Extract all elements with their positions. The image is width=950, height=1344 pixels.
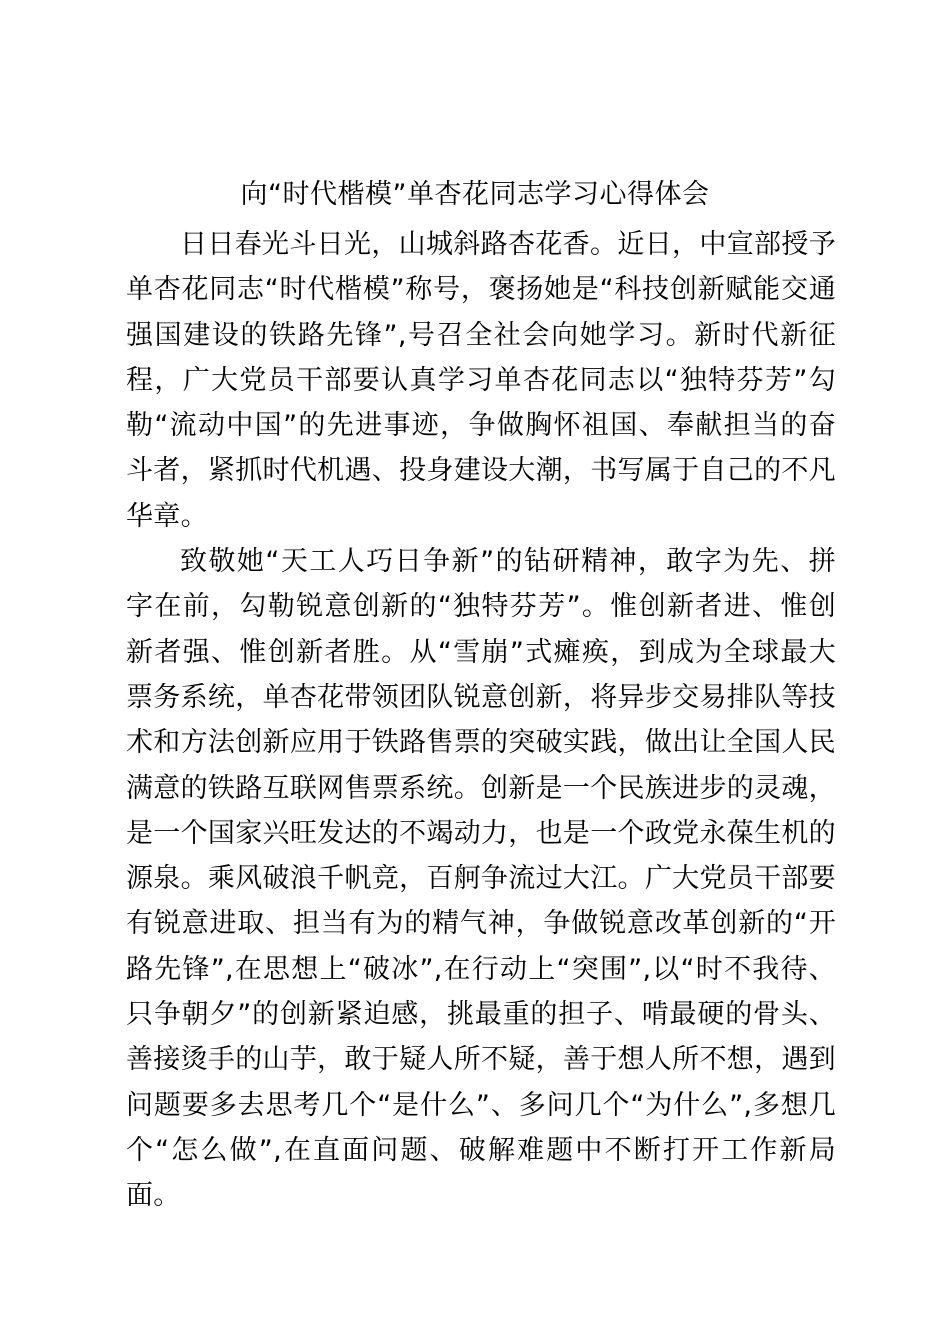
document-body [126,222,836,1219]
paragraph-1: 日日春光斗日光，山城斜路杏花香。近日，中宣部授予单杏花同志“时代楷模”称号，褒扬她是“科技创新赋能交通强国建设的铁路先锋”,号召全社会向她学习。新时代新征程，广大党员干部要认真学习单杏花同志以“独特芬芳”勾勒“流动中国”的先进事迹，争做胸怀祖国、奉献担当的奋斗者，紧抓时代机遇、投身建设大潮，书写属于自己的不凡华章。 [126,229,836,532]
paragraph-2: 致敬她“天工人巧日争新”的钻研精神，敢字为先、拼字在前，勾勒锐意创新的“独特芬芳”。惟创新者进、惟创新者强、惟创新者胜。从“雪崩”式瘫痪，到成为全球最大票务系统，单杏花带领团队锐意创新，将异步交易排队等技术和方法创新应用于铁路售票的突破实践，做出让全国人民满意的铁路互联网售票系统。创新是一个民族进步的灵魂，是一个国家兴旺发达的不竭动力，也是一个政党永葆生机的源泉。乘风破浪千帆竞，百舸争流过大江。广大党员干部要有锐意进取、担当有为的精气神，争做锐意改革创新的“开路先锋”,在思想上“破冰”,在行动上“突围”,以“时不我待、只争朝夕”的创新紧迫感，挑最重的担子、啃最硬的骨头、善接烫手的山芋，敢于疑人所不疑，善于想人所不想，遇到问题要多去思考几个“是什么”、多问几个“为什么”,多想几个“怎么做”,在直面问题、破解难题中不断打开工作新局面。 [126,546,836,1212]
document-title: 向“时代楷模”单杏花同志学习心得体会 [240,179,710,210]
